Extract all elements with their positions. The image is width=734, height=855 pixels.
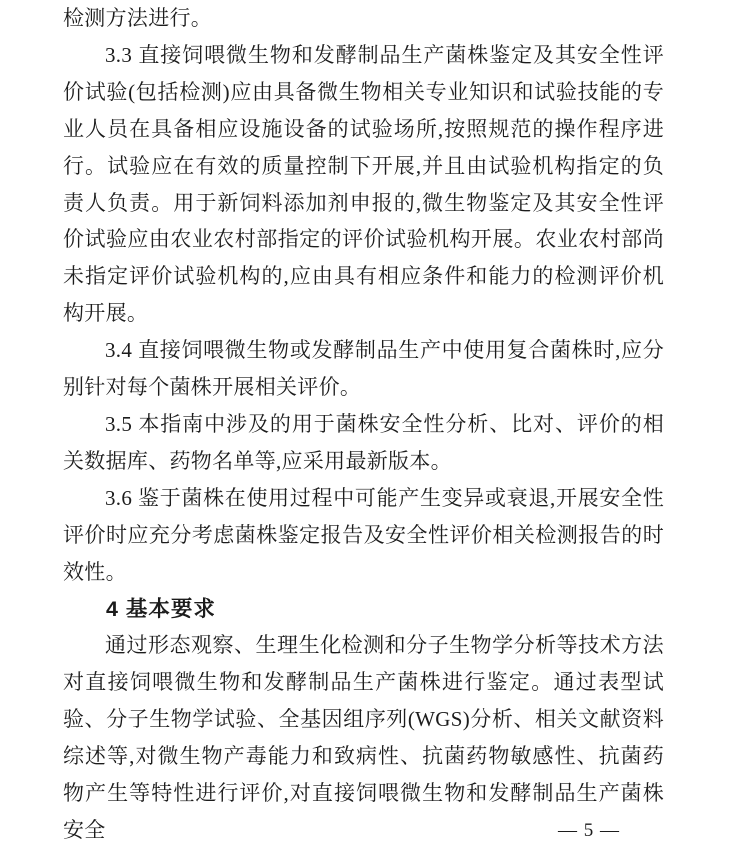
paragraph-3-3: 3.3 直接饲喂微生物和发酵制品生产菌株鉴定及其安全性评价试验(包括检测)应由具备微生物相关专业知识和试验技能的专业人员在具备相应设施设备的试验场所,按照规范的操作程序进行。试验应在有效的质量控制下开展,并且由试验机构指定的负责人负责。用于新饲料添加剂申报的,微生物鉴定及其安全性评价试验应由农业农村部指定的评价试验机构开展。农业农村部尚未指定评价试验机构的,应由具有相应条件和能力的检测评价机构开展。 [63,42,664,326]
section-heading-4: 4 基本要求 [106,596,216,621]
page-number: — 5 — [558,820,620,841]
paragraph-4-intro: 通过形态观察、生理生化检测和分子生物学分析等技术方法对直接饲喂微生物和发酵制品生产菌株进行鉴定。通过表型试验、分子生物学试验、全基因组序列(WGS)分析、相关文献资料综述等,对微生物产毒能力和致病性、抗菌药物敏感性、抗菌药物产生等特性进行评价,对直接饲喂微生物和发酵制品生产菌株安全 [63,633,664,842]
text-column [63,0,664,849]
paragraph-3-5: 3.5 本指南中涉及的用于菌株安全性分析、比对、评价的相关数据库、药物名单等,应采用最新版本。 [63,411,664,473]
paragraph-3-6: 3.6 鉴于菌株在使用过程中可能产生变异或衰退,开展安全性评价时应充分考虑菌株鉴定报告及安全性评价相关检测报告的时效性。 [63,485,664,584]
paragraph-3-4: 3.4 直接饲喂微生物或发酵制品生产中使用复合菌株时,应分别针对每个菌株开展相关评价。 [63,338,664,400]
paragraph-continuation: 检测方法进行。 [63,6,213,30]
